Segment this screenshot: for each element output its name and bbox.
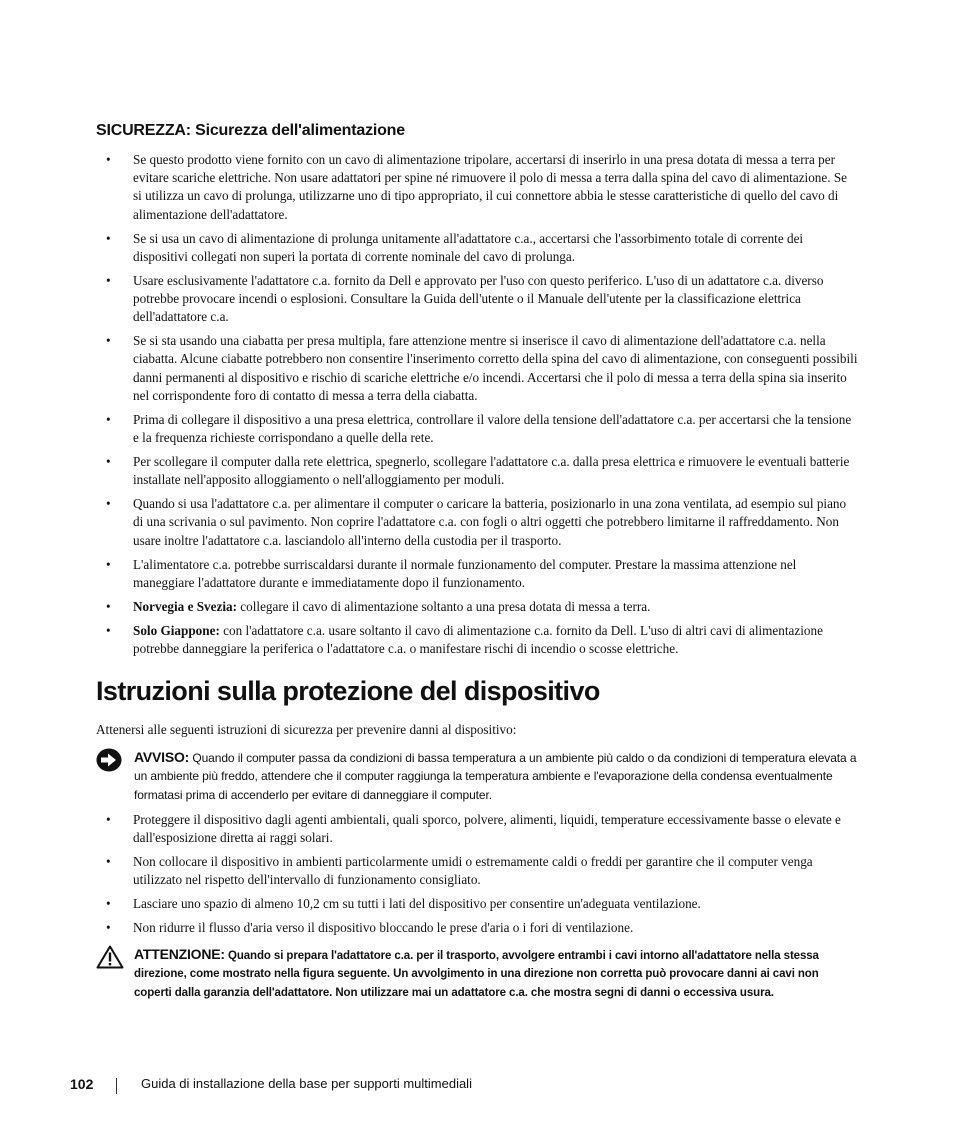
bullet-marker: • bbox=[106, 896, 111, 911]
list-item bbox=[96, 919, 858, 937]
bullet-marker: • bbox=[106, 556, 111, 572]
notice-text: Quando il computer passa da condizioni di bassa temperatura a un ambiente più caldo o da condizioni di temperatura elevata a un ambiente più freddo, attendere che il computer raggiunga la temperatura ambiente e l'evaporazione della condensa eventualmente formatasi prima di accenderlo per evitare di danneggiare il computer. bbox=[134, 751, 857, 802]
list-item bbox=[96, 598, 858, 616]
list-item bbox=[96, 453, 858, 489]
page-title: Istruzioni sulla protezione del dispositivo bbox=[96, 676, 600, 706]
section-heading: SICUREZZA: Sicurezza dell'alimentazione bbox=[96, 122, 405, 139]
list-item-text: Se questo prodotto viene fornito con un cavo di alimentazione tripolare, accertarsi di inserirlo in una presa dotata di messa a terra per evitare scariche elettriche. Non usare adattatori per spine né rimuovere il polo di messa a terra dalla spina del cavo di alimentazione. Se si utilizza un cavo di prolunga, utilizzarne uno di tipo appropriato, il cui connettore abbia le stesse caratteristiche di quello del cavo di alimentazione dell'adattatore. bbox=[133, 152, 848, 222]
list-item-text: collegare il cavo di alimentazione soltanto a una presa dotata di messa a terra. bbox=[237, 598, 651, 614]
list-item bbox=[96, 556, 858, 592]
caution-label: ATTENZIONE: bbox=[134, 946, 225, 962]
intro-paragraph: Attenersi alle seguenti istruzioni di sicurezza per prevenire danni al dispositivo: bbox=[96, 722, 517, 737]
list-item bbox=[96, 230, 858, 266]
list-item-lead: Norvegia e Svezia: bbox=[133, 598, 237, 614]
footer-divider bbox=[116, 1078, 117, 1094]
list-item bbox=[96, 332, 858, 405]
notice-arrow-icon bbox=[96, 748, 124, 772]
bullet-marker: • bbox=[106, 230, 111, 246]
notice-label: AVVISO: bbox=[134, 749, 190, 765]
list-item-text: Lasciare uno spazio di almeno 10,2 cm su tutti i lati del dispositivo per consentire un'adeguata ventilazione. bbox=[133, 896, 701, 911]
list-item-text: Usare esclusivamente l'adattatore c.a. fornito da Dell e approvato per l'uso con questo periferico. L'uso di un adattatore c.a. diverso potrebbe provocare incendi o esplosioni. Consultare la Guida dell'utente o il Manuale dell'utente per la classificazione elettrica dell'adattatore c.a. bbox=[133, 272, 824, 325]
bullet-marker: • bbox=[106, 854, 111, 869]
page-number: 102 bbox=[70, 1076, 94, 1092]
protection-bullet-list bbox=[96, 811, 858, 943]
list-item-text: Se si usa un cavo di alimentazione di prolunga unitamente all'adattatore c.a., accertarsi che l'assorbimento totale di corrente dei dispositivi collegati non superi la portata di corrente nominale del cavo di prolunga. bbox=[133, 230, 804, 264]
notice-box bbox=[96, 748, 858, 804]
list-item bbox=[96, 151, 858, 224]
bullet-marker: • bbox=[106, 333, 111, 349]
caution-text: Quando si prepara l'adattatore c.a. per il trasporto, avvolgere entrambi i cavi intorno all'adattatore nella stessa direzione, come mostrato nella figura seguente. Un avvolgimento in una direzione non corretta può provocare danni ai cavi non coperti dalla garanzia dell'adattatore. Non utilizzare mai un adattatore c.a. che mostra segni di danni o eccessiva usura. bbox=[134, 950, 819, 999]
bullet-marker: • bbox=[106, 454, 111, 470]
caution-box bbox=[96, 945, 858, 1002]
bullet-marker: • bbox=[106, 272, 111, 288]
list-item-text: Proteggere il dispositivo dagli agenti ambientali, quali sporco, polvere, alimenti, liquidi, temperature eccessivamente basse o elevate e dall'esposizione diretta ai raggi solari. bbox=[133, 812, 841, 846]
list-item-text: Quando si usa l'adattatore c.a. per alimentare il computer o caricare la batteria, posizionarlo in una zona ventilata, ad esempio sul piano di una scrivania o sul pavimento. Non coprire l'adattatore c.a. con fogli o altri oggetti che potrebbero limitarne il raffreddamento. Non usare inoltre l'adattatore c.a. lasciandolo all'interno della custodia per il trasporto. bbox=[133, 496, 847, 548]
list-item-text: Non ridurre il flusso d'aria verso il dispositivo bloccando le prese d'aria o i fori di ventilazione. bbox=[133, 919, 634, 935]
list-item-text: Non collocare il dispositivo in ambienti particolarmente umidi o estremamente caldi o freddi per garantire che il computer venga utilizzato nel rispetto dell'intervallo di funzionamento consigliato. bbox=[133, 854, 813, 888]
list-item bbox=[96, 853, 858, 889]
safety-bullet-list bbox=[96, 151, 858, 664]
bullet-marker: • bbox=[106, 152, 111, 167]
bullet-marker: • bbox=[106, 812, 111, 827]
list-item bbox=[96, 272, 858, 327]
list-item bbox=[96, 411, 858, 447]
warning-triangle-icon bbox=[96, 945, 124, 969]
bullet-marker: • bbox=[106, 622, 111, 638]
list-item-text: Per scollegare il computer dalla rete elettrica, spegnerlo, scollegare l'adattatore c.a. dalla presa elettrica e rimuovere le eventuali batterie installate nell'apposito alloggiamento o nell'alloggiamento per moduli. bbox=[133, 454, 850, 488]
list-item bbox=[96, 895, 858, 913]
list-item-text: L'alimentatore c.a. potrebbe surriscaldarsi durante il normale funzionamento del computer. Prestare la massima attenzione nel maneggiare l'adattatore durante e immediatamente dopo il funzionamento. bbox=[133, 556, 797, 590]
list-item-text: Prima di collegare il dispositivo a una presa elettrica, controllare il valore della tensione dell'adattatore c.a. per accertarsi che la tensione e la frequenza richieste corrispondano a quelle della rete. bbox=[133, 411, 852, 446]
bullet-marker: • bbox=[106, 919, 111, 935]
list-item-text: con l'adattatore c.a. usare soltanto il cavo di alimentazione c.a. fornito da Dell. L'uso di altri cavi di alimentazione potrebbe danneggiare la periferica o l'adattatore c.a. o manifestare rischi di incendio o scosse elettriche. bbox=[133, 622, 823, 657]
list-item bbox=[96, 811, 858, 847]
list-item-lead: Solo Giappone: bbox=[133, 622, 220, 638]
list-item bbox=[96, 622, 858, 658]
list-item-text: Se si sta usando una ciabatta per presa multipla, fare attenzione mentre si inserisce il cavo di alimentazione dell'adattatore c.a. nella ciabatta. Alcune ciabatte potrebbero non consentire l'inserimento corretto della spina del cavo di alimentazione, con conseguenti possibili danni permanenti al dispositivo e rischio di scariche elettriche e/o incendi. Accertarsi che il polo di messa a terra della spina sia inserito nel corrispondente foro di contatto di messa a terra della ciabatta. bbox=[133, 333, 858, 403]
bullet-marker: • bbox=[106, 598, 111, 614]
bullet-marker: • bbox=[106, 496, 111, 512]
list-item bbox=[96, 495, 858, 550]
bullet-marker: • bbox=[106, 411, 111, 427]
footer-document-title: Guida di installazione della base per supporti multimediali bbox=[141, 1076, 472, 1091]
